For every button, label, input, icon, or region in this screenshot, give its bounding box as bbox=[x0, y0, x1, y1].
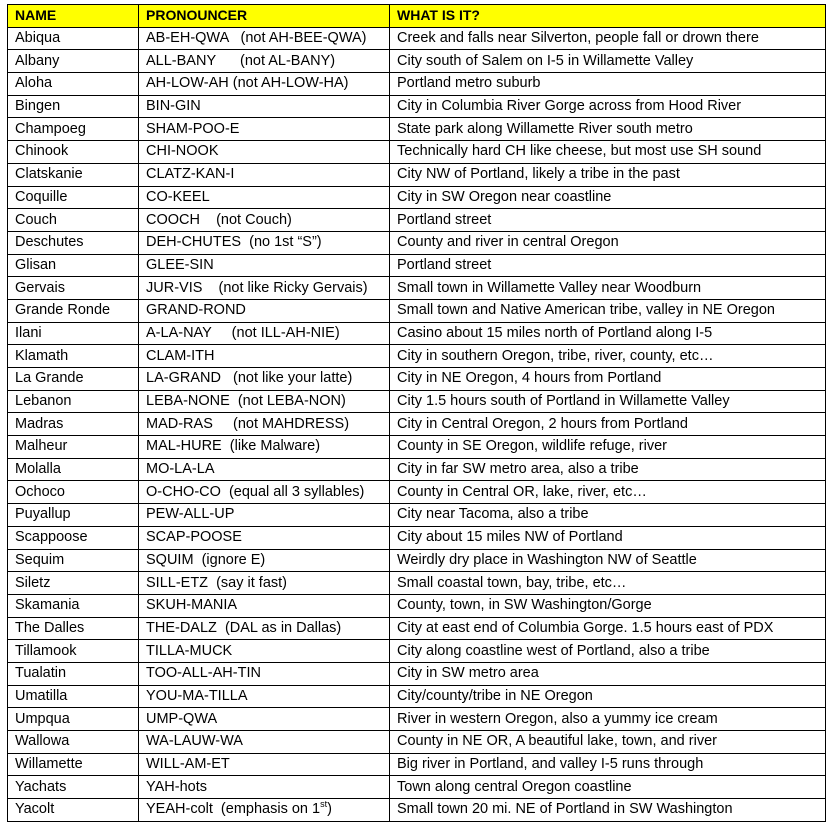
cell-pronouncer: CO-KEEL bbox=[139, 186, 390, 209]
cell-name: Aloha bbox=[8, 73, 139, 96]
cell-name: Grande Ronde bbox=[8, 299, 139, 322]
cell-name: Chinook bbox=[8, 141, 139, 164]
cell-name: Lebanon bbox=[8, 390, 139, 413]
cell-what: Small town 20 mi. NE of Portland in SW Washington bbox=[390, 799, 826, 822]
cell-pronouncer: WA-LAUW-WA bbox=[139, 731, 390, 754]
cell-what: Creek and falls near Silverton, people fall or drown there bbox=[390, 27, 826, 50]
table-row bbox=[8, 413, 826, 436]
cell-name: Couch bbox=[8, 209, 139, 232]
cell-what: City in southern Oregon, tribe, river, county, etc… bbox=[390, 345, 826, 368]
cell-pronouncer: JUR-VIS (not like Ricky Gervais) bbox=[139, 277, 390, 300]
cell-what: City in Columbia River Gorge across from Hood River bbox=[390, 95, 826, 118]
cell-name: Skamania bbox=[8, 594, 139, 617]
cell-name: Gervais bbox=[8, 277, 139, 300]
cell-name: Yachats bbox=[8, 776, 139, 799]
cell-pronouncer: ALL-BANY (not AL-BANY) bbox=[139, 50, 390, 73]
cell-pronouncer: WILL-AM-ET bbox=[139, 753, 390, 776]
table-row bbox=[8, 731, 826, 754]
table-row bbox=[8, 345, 826, 368]
table-row bbox=[8, 458, 826, 481]
table-row bbox=[8, 390, 826, 413]
cell-pronouncer: YOU-MA-TILLA bbox=[139, 685, 390, 708]
cell-pronouncer: PEW-ALL-UP bbox=[139, 504, 390, 527]
table-body bbox=[8, 27, 826, 821]
cell-name: Siletz bbox=[8, 572, 139, 595]
cell-name: Glisan bbox=[8, 254, 139, 277]
cell-what: City in NE Oregon, 4 hours from Portland bbox=[390, 368, 826, 391]
table-row bbox=[8, 118, 826, 141]
table-row bbox=[8, 209, 826, 232]
cell-what: River in western Oregon, also a yummy ice cream bbox=[390, 708, 826, 731]
cell-pronouncer: SHAM-POO-E bbox=[139, 118, 390, 141]
cell-pronouncer: SQUIM (ignore E) bbox=[139, 549, 390, 572]
cell-what: County and river in central Oregon bbox=[390, 231, 826, 254]
cell-pronouncer: AH-LOW-AH (not AH-LOW-HA) bbox=[139, 73, 390, 96]
cell-what: State park along Willamette River south metro bbox=[390, 118, 826, 141]
cell-what: County, town, in SW Washington/Gorge bbox=[390, 594, 826, 617]
cell-name: Madras bbox=[8, 413, 139, 436]
cell-pronouncer: MAL-HURE (like Malware) bbox=[139, 436, 390, 459]
cell-name: Malheur bbox=[8, 436, 139, 459]
table-row bbox=[8, 27, 826, 50]
cell-what: Technically hard CH like cheese, but most use SH sound bbox=[390, 141, 826, 164]
cell-pronouncer: AB-EH-QWA (not AH-BEE-QWA) bbox=[139, 27, 390, 50]
table-row bbox=[8, 73, 826, 96]
cell-pronouncer: SKUH-MANIA bbox=[139, 594, 390, 617]
cell-what: Casino about 15 miles north of Portland along I-5 bbox=[390, 322, 826, 345]
cell-what: County in Central OR, lake, river, etc… bbox=[390, 481, 826, 504]
table-row bbox=[8, 549, 826, 572]
cell-pronouncer: TOO-ALL-AH-TIN bbox=[139, 662, 390, 685]
table-row bbox=[8, 141, 826, 164]
table-row bbox=[8, 163, 826, 186]
cell-name: La Grande bbox=[8, 368, 139, 391]
table-row bbox=[8, 254, 826, 277]
cell-name: Bingen bbox=[8, 95, 139, 118]
cell-name: The Dalles bbox=[8, 617, 139, 640]
cell-name: Albany bbox=[8, 50, 139, 73]
cell-name: Tillamook bbox=[8, 640, 139, 663]
pronunciation-table bbox=[7, 4, 826, 822]
column-header-pronouncer: PRONOUNCER bbox=[139, 5, 390, 28]
cell-what: City at east end of Columbia Gorge. 1.5 hours east of PDX bbox=[390, 617, 826, 640]
table-row bbox=[8, 640, 826, 663]
table-row bbox=[8, 708, 826, 731]
table-row bbox=[8, 776, 826, 799]
cell-what: City in Central Oregon, 2 hours from Portland bbox=[390, 413, 826, 436]
cell-pronouncer: YAH-hots bbox=[139, 776, 390, 799]
cell-pronouncer: SCAP-POOSE bbox=[139, 526, 390, 549]
cell-pronouncer: A-LA-NAY (not ILL-AH-NIE) bbox=[139, 322, 390, 345]
cell-pronouncer: BIN-GIN bbox=[139, 95, 390, 118]
cell-pronouncer bbox=[139, 799, 390, 822]
table-row bbox=[8, 231, 826, 254]
cell-what: Portland metro suburb bbox=[390, 73, 826, 96]
cell-name: Abiqua bbox=[8, 27, 139, 50]
cell-name: Ilani bbox=[8, 322, 139, 345]
pronouncer-text: YEAH-colt (emphasis on 1 bbox=[146, 801, 321, 818]
cell-pronouncer: THE-DALZ (DAL as in Dallas) bbox=[139, 617, 390, 640]
table-row bbox=[8, 50, 826, 73]
cell-what: County in SE Oregon, wildlife refuge, river bbox=[390, 436, 826, 459]
column-header-name: NAME bbox=[8, 5, 139, 28]
cell-name: Tualatin bbox=[8, 662, 139, 685]
cell-what: City/county/tribe in NE Oregon bbox=[390, 685, 826, 708]
cell-name: Clatskanie bbox=[8, 163, 139, 186]
table-row bbox=[8, 526, 826, 549]
cell-pronouncer: SILL-ETZ (say it fast) bbox=[139, 572, 390, 595]
table-row bbox=[8, 277, 826, 300]
cell-pronouncer: GRAND-ROND bbox=[139, 299, 390, 322]
table-row bbox=[8, 186, 826, 209]
cell-what: Big river in Portland, and valley I-5 runs through bbox=[390, 753, 826, 776]
cell-name: Willamette bbox=[8, 753, 139, 776]
cell-name: Wallowa bbox=[8, 731, 139, 754]
cell-pronouncer: LA-GRAND (not like your latte) bbox=[139, 368, 390, 391]
header-row bbox=[8, 5, 826, 28]
cell-name: Sequim bbox=[8, 549, 139, 572]
cell-what: City in SW Oregon near coastline bbox=[390, 186, 826, 209]
pronouncer-text-end: ) bbox=[327, 801, 332, 818]
cell-what: Small town and Native American tribe, valley in NE Oregon bbox=[390, 299, 826, 322]
cell-what: City about 15 miles NW of Portland bbox=[390, 526, 826, 549]
cell-pronouncer: LEBA-NONE (not LEBA-NON) bbox=[139, 390, 390, 413]
cell-name: Ochoco bbox=[8, 481, 139, 504]
cell-pronouncer: CHI-NOOK bbox=[139, 141, 390, 164]
cell-what: Portland street bbox=[390, 254, 826, 277]
cell-name: Scappoose bbox=[8, 526, 139, 549]
cell-what: City along coastline west of Portland, also a tribe bbox=[390, 640, 826, 663]
table-row bbox=[8, 799, 826, 822]
cell-name: Champoeg bbox=[8, 118, 139, 141]
cell-what: Town along central Oregon coastline bbox=[390, 776, 826, 799]
cell-what: Small town in Willamette Valley near Woodburn bbox=[390, 277, 826, 300]
pronunciation-sheet bbox=[7, 4, 826, 822]
table-row bbox=[8, 685, 826, 708]
cell-pronouncer: CLATZ-KAN-I bbox=[139, 163, 390, 186]
cell-pronouncer: CLAM-ITH bbox=[139, 345, 390, 368]
table-row bbox=[8, 322, 826, 345]
cell-what: City near Tacoma, also a tribe bbox=[390, 504, 826, 527]
table-row bbox=[8, 299, 826, 322]
table-row bbox=[8, 504, 826, 527]
cell-pronouncer: MAD-RAS (not MAHDRESS) bbox=[139, 413, 390, 436]
cell-name: Umpqua bbox=[8, 708, 139, 731]
cell-name: Coquille bbox=[8, 186, 139, 209]
table-row bbox=[8, 662, 826, 685]
table-row bbox=[8, 594, 826, 617]
cell-what: City south of Salem on I-5 in Willamette Valley bbox=[390, 50, 826, 73]
cell-name: Yacolt bbox=[8, 799, 139, 822]
cell-name: Deschutes bbox=[8, 231, 139, 254]
cell-what: City in far SW metro area, also a tribe bbox=[390, 458, 826, 481]
cell-pronouncer: DEH-CHUTES (no 1st “S”) bbox=[139, 231, 390, 254]
pronouncer-superscript: st bbox=[320, 799, 328, 810]
cell-pronouncer: O-CHO-CO (equal all 3 syllables) bbox=[139, 481, 390, 504]
cell-what: County in NE OR, A beautiful lake, town, and river bbox=[390, 731, 826, 754]
cell-what: Portland street bbox=[390, 209, 826, 232]
cell-what: Small coastal town, bay, tribe, etc… bbox=[390, 572, 826, 595]
cell-pronouncer: COOCH (not Couch) bbox=[139, 209, 390, 232]
table-row bbox=[8, 572, 826, 595]
cell-name: Umatilla bbox=[8, 685, 139, 708]
cell-what: Weirdly dry place in Washington NW of Seattle bbox=[390, 549, 826, 572]
cell-pronouncer: UMP-QWA bbox=[139, 708, 390, 731]
table-row bbox=[8, 753, 826, 776]
cell-pronouncer: TILLA-MUCK bbox=[139, 640, 390, 663]
table-row bbox=[8, 95, 826, 118]
cell-name: Klamath bbox=[8, 345, 139, 368]
cell-name: Puyallup bbox=[8, 504, 139, 527]
table-header bbox=[8, 5, 826, 28]
cell-what: City NW of Portland, likely a tribe in the past bbox=[390, 163, 826, 186]
column-header-what: WHAT IS IT? bbox=[390, 5, 826, 28]
cell-pronouncer: MO-LA-LA bbox=[139, 458, 390, 481]
cell-pronouncer: GLEE-SIN bbox=[139, 254, 390, 277]
table-row bbox=[8, 481, 826, 504]
cell-what: City 1.5 hours south of Portland in Willamette Valley bbox=[390, 390, 826, 413]
cell-what: City in SW metro area bbox=[390, 662, 826, 685]
table-row bbox=[8, 617, 826, 640]
table-row bbox=[8, 436, 826, 459]
cell-name: Molalla bbox=[8, 458, 139, 481]
table-row bbox=[8, 368, 826, 391]
